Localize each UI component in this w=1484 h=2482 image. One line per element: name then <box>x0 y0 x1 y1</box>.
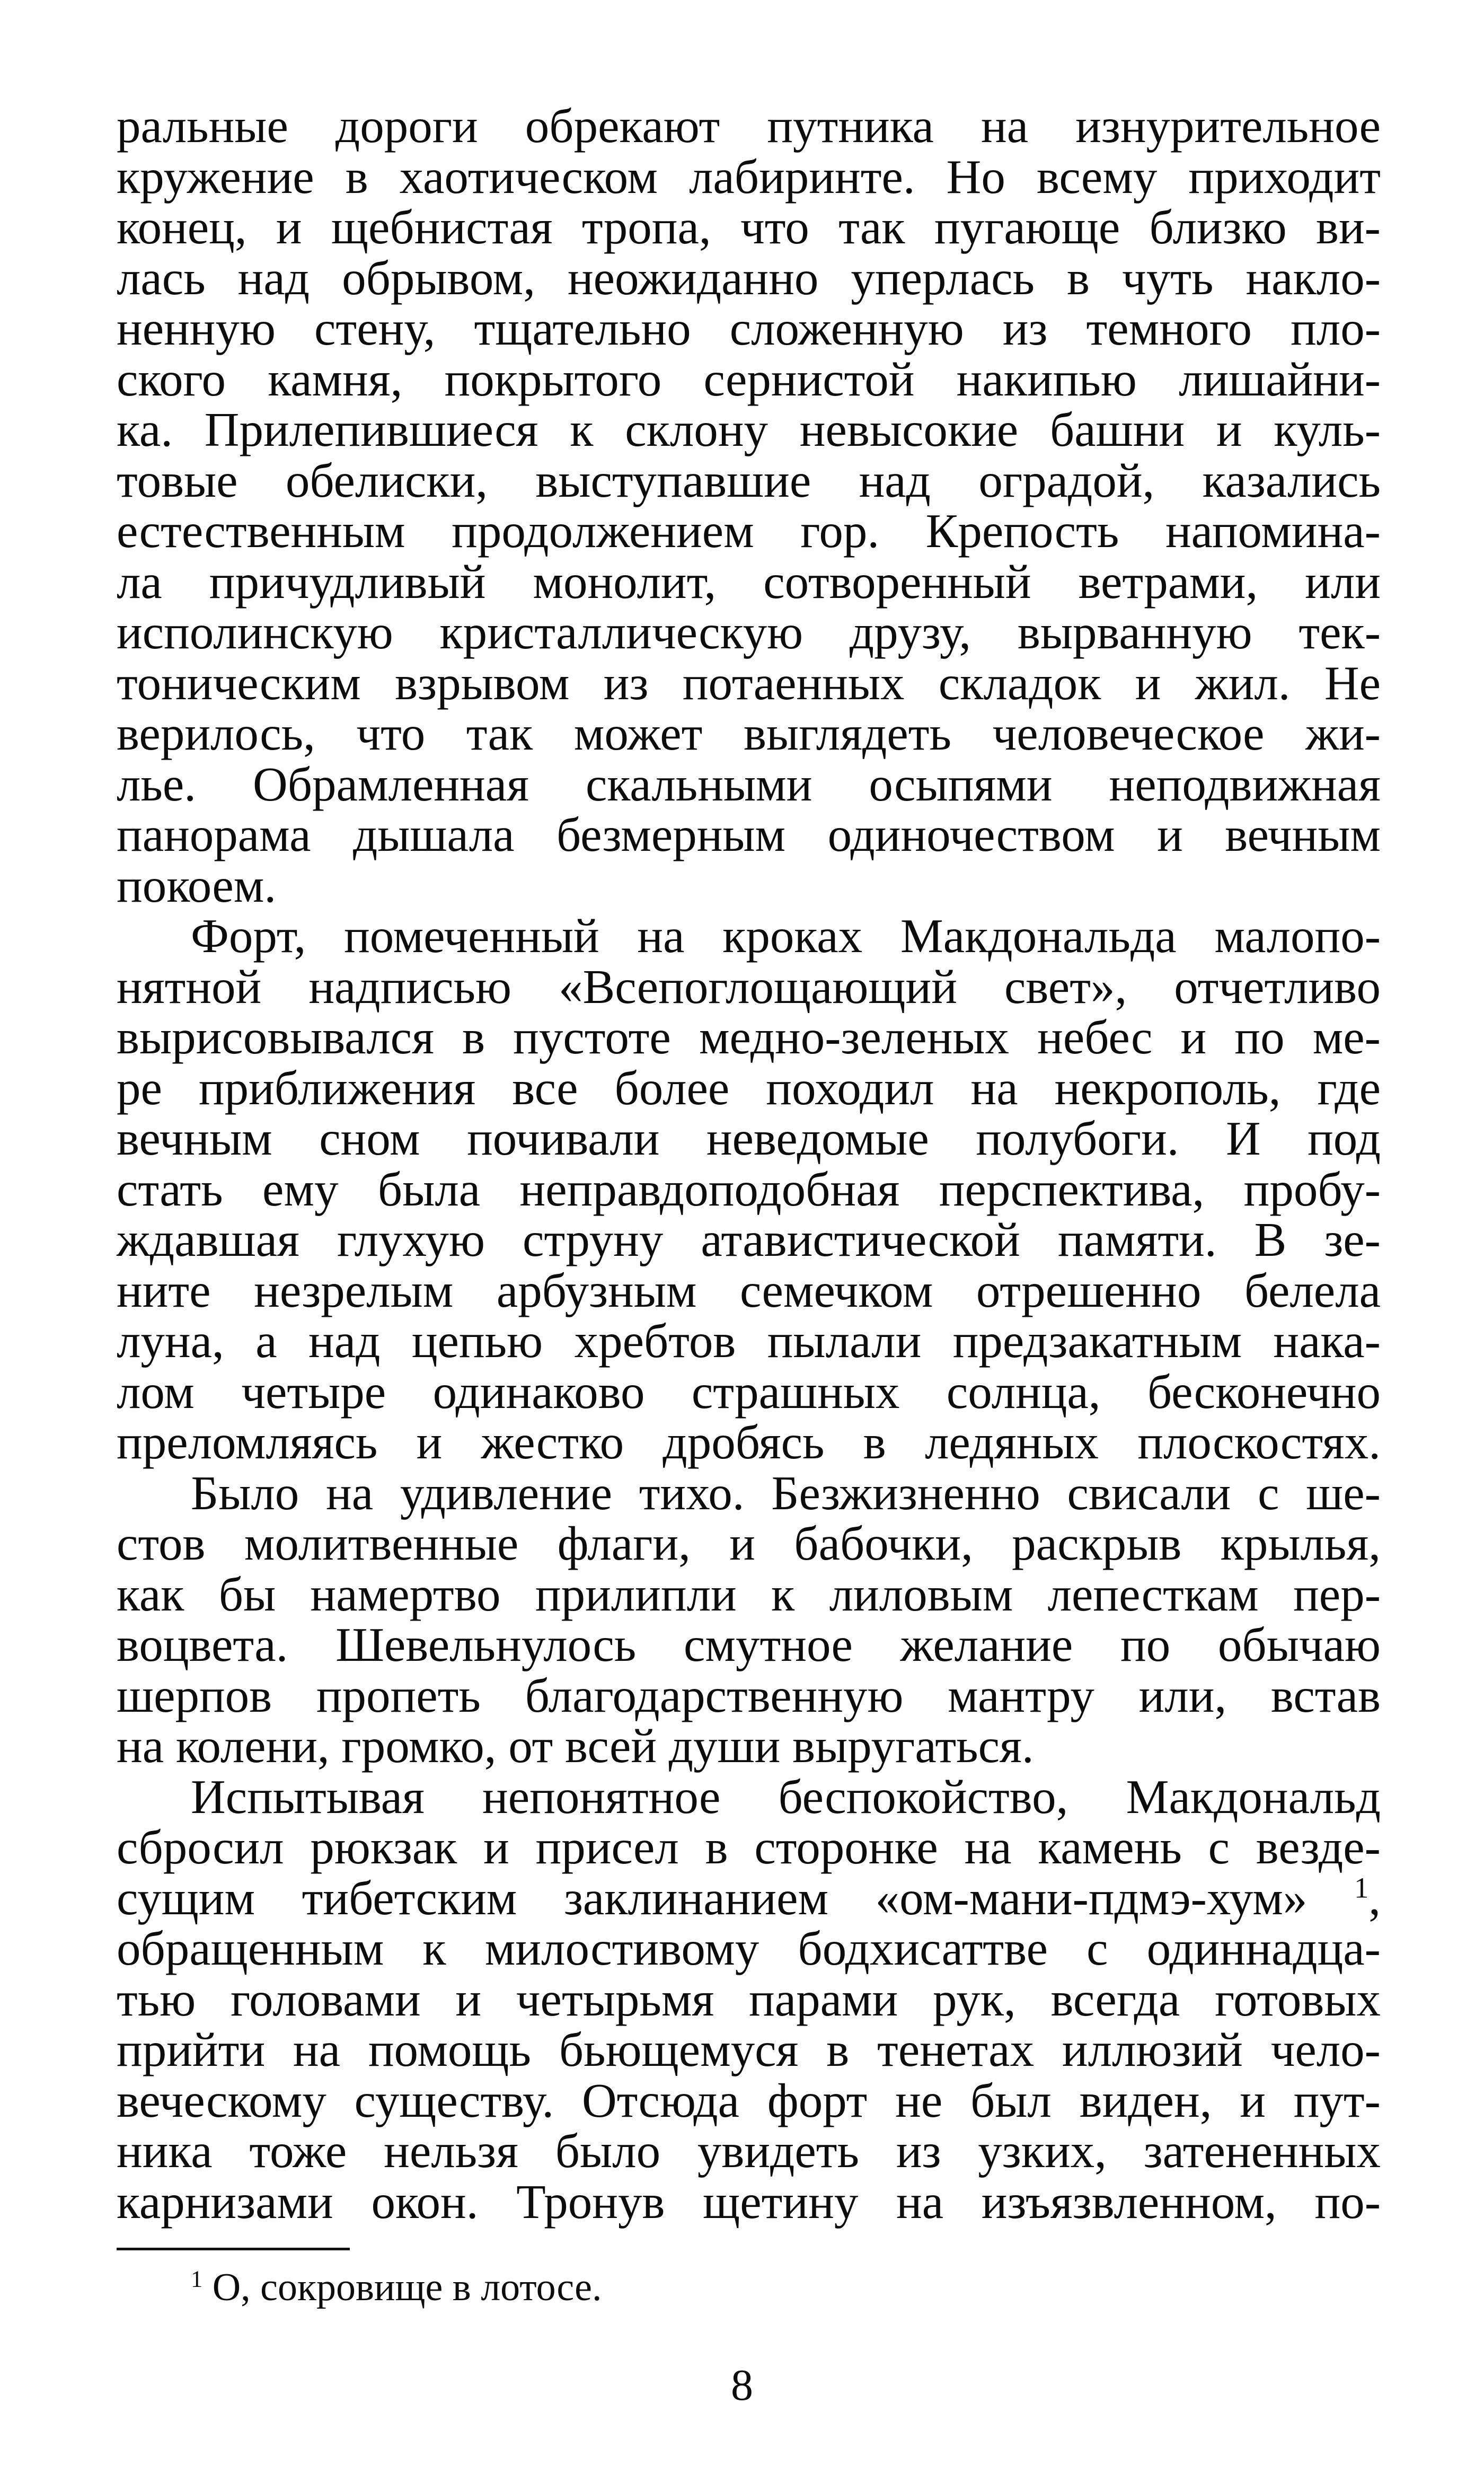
text-line: преломляясь и жестко дробясь в ледяных плоскостях. <box>117 1415 1381 1469</box>
paragraph-start-line: Испытывая непонятное беспокойство, Макдональд <box>191 1770 1381 1824</box>
text-line: стать ему была неправдоподобная перспектива, пробу- <box>117 1162 1381 1216</box>
page-number: 8 <box>731 2361 753 2410</box>
text-line: обращенным к милостивому бодхисаттве с одиннадца- <box>117 1922 1381 1975</box>
footnote-mark: 1 <box>191 2265 203 2292</box>
text-line: карнизами окон. Тронув щетину на изъязвленном, по- <box>117 2175 1381 2229</box>
text-line: кружение в хаотическом лабиринте. Но всему приходит <box>117 149 1381 204</box>
text-line: воцвета. Шевельнулось смутное желание по обычаю <box>117 1618 1381 1671</box>
text-line: товые обелиски, выступавшие над оградой, казались <box>117 453 1381 507</box>
text-line: вырисовывался в пустоте медно-зеленых небес и по ме- <box>117 1010 1381 1064</box>
text-line: верилось, что так может выглядеть человеческое жи- <box>117 707 1381 760</box>
text-line: стов молитвенные флаги, и бабочки, раскрыв крылья, <box>117 1517 1381 1570</box>
text-line: покоем. <box>117 858 277 912</box>
text-line-segment: сущим тибетским заклинанием «ом-мани-пдмэ-хум» <box>117 1871 1308 1925</box>
text-line: лом четыре одинаково страшных солнца, бесконечно <box>117 1365 1381 1419</box>
text-line: тью головами и четырьмя парами рук, всегда готовых <box>117 1972 1381 2026</box>
text-line: веческому существу. Отсюда форт не был виден, и пут- <box>117 2073 1381 2127</box>
text-line: конец, и щебнистая тропа, что так пугающе близко ви- <box>117 200 1381 254</box>
text-line: прийти на помощь бьющемуся в тенетах иллюзий чело- <box>117 2023 1381 2076</box>
text-line: панорама дышала безмерным одиночеством и вечным <box>117 808 1381 861</box>
text-line: ждавшая глухую струну атавистической памяти. В зе- <box>117 1213 1381 1266</box>
text-line: лье. Обрамленная скальными осыпями неподвижная <box>117 757 1381 811</box>
page-body <box>117 101 1381 2227</box>
text-line: шерпов пропеть благодарственную мантру или, встав <box>117 1668 1381 1722</box>
text-line: ральные дороги обрекают путника на изнурительное <box>117 99 1381 153</box>
text-line: ните незрелым арбузным семечком отрешенно белела <box>117 1263 1381 1317</box>
text-line: исполинскую кристаллическую друзу, вырванную тек- <box>117 605 1381 659</box>
text-line: ского камня, покрытого сернистой накипью лишайни- <box>117 352 1381 406</box>
text-line: ка. Прилепившиеся к склону невысокие башни и куль- <box>117 403 1381 456</box>
footnote-divider <box>117 2248 350 2250</box>
text-line-with-footnote <box>117 1873 1381 1924</box>
text-line: естественным продолжением гор. Крепость напомина- <box>117 504 1381 558</box>
text-line: на колени, громко, от всей души выругаться. <box>117 1719 1034 1773</box>
text-line: ре приближения все более походил на некрополь, где <box>117 1061 1381 1115</box>
text-line: нятной надписью «Всепоглощающий свет», отчетливо <box>117 960 1381 1014</box>
text-line: ненную стену, тщательно сложенную из темного пло- <box>117 302 1381 355</box>
footnote-text: О, сокровище в лотосе. <box>212 2266 602 2309</box>
footnote-reference-trail: , <box>1368 1871 1381 1925</box>
footnote <box>191 2264 602 2311</box>
text-line: луна, а над цепью хребтов пылали предзакатным нака- <box>117 1314 1381 1368</box>
paragraph-start-line: Форт, помеченный на кроках Макдональда малопо- <box>191 909 1381 963</box>
text-line: ника тоже нельзя было увидеть из узких, затененных <box>117 2124 1381 2178</box>
text-line: сбросил рюкзак и присел в сторонке на камень с везде- <box>117 1820 1381 1874</box>
footnote-reference: 1 <box>1354 1871 1369 1904</box>
paragraph-start-line: Было на удивление тихо. Безжизненно свисали с ше- <box>191 1466 1381 1520</box>
text-line: вечным сном почивали неведомые полубоги. И под <box>117 1112 1381 1165</box>
text-line: ла причудливый монолит, сотворенный ветрами, или <box>117 555 1381 609</box>
text-line: лась над обрывом, неожиданно уперлась в чуть накло- <box>117 251 1381 305</box>
text-line: тоническим взрывом из потаенных складок и жил. Не <box>117 656 1381 710</box>
text-line: как бы намертво прилипли к лиловым лепесткам пер- <box>117 1567 1381 1621</box>
